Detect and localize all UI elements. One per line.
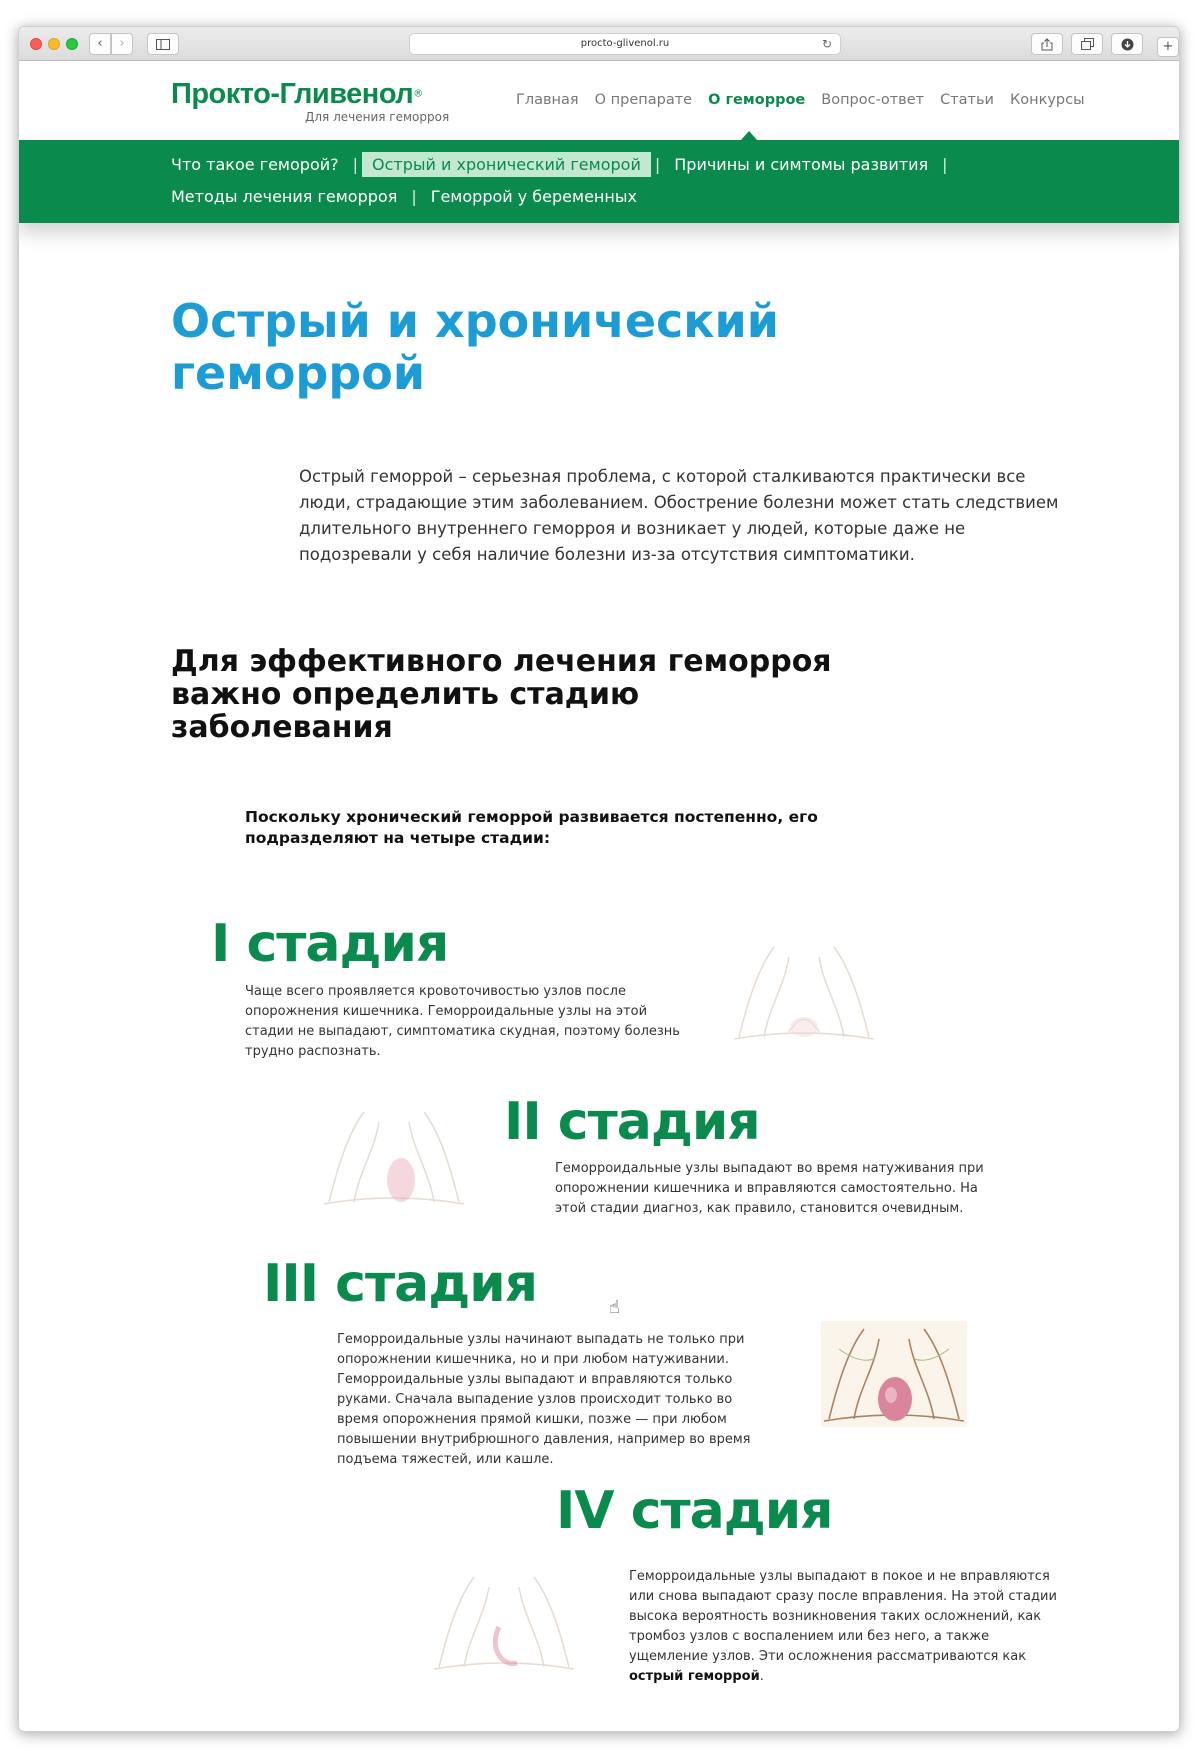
subnav-separator: | [654, 155, 661, 174]
browser-toolbar [19, 27, 1179, 61]
subnav-item-acute-chronic[interactable]: Острый и хронический геморой [362, 152, 651, 177]
downloads-button[interactable] [1111, 33, 1143, 55]
new-tab-button[interactable] [1157, 37, 1179, 57]
topnav-item-about-hemorrhoids[interactable]: О геморрое [708, 92, 806, 108]
sub-navigation [19, 140, 1179, 223]
subnav-separator: | [942, 155, 948, 174]
minimize-window-button[interactable] [48, 38, 60, 50]
stage-4-text-main: Геморроидальные узлы выпадают в покое и не вправляются или снова выпадают сразу после вправления. На этой стадии высока вероятность возникновения таких осложнений, как тромбоз узлов с воспалением или без него, а также ущемление узлов. Эти осложнения рассматриваются как [629, 1569, 1057, 1664]
logo-registered-mark: ® [413, 88, 424, 100]
chevron-right-icon: › [119, 36, 125, 51]
subnav-row [171, 152, 952, 177]
subnav-separator: | [411, 187, 417, 206]
stage-3-title: III стадия [263, 1254, 538, 1314]
topnav-item-product[interactable]: О препарате [594, 92, 693, 108]
stage-3-illustration [819, 1319, 969, 1429]
stage-4-text [629, 1567, 1069, 1687]
logo-tagline: Для лечения геморроя [305, 110, 450, 124]
stage-2-text: Геморроидальные узлы выпадают во время натуживания при опорожнении кишечника и вправляются самостоятельно. На этой стадии диагноз, как правило, становится очевидным. [555, 1161, 984, 1216]
site-logo[interactable] [171, 78, 450, 124]
section-heading: Для эффективного лечения геморроя важно определить стадию заболевания [171, 644, 832, 745]
stage-4-title: IV стадия [556, 1481, 833, 1541]
subnav-item-pregnancy[interactable]: Геморрой у беременных [430, 187, 637, 206]
subnav-item-causes[interactable]: Причины и симтомы развития [674, 155, 929, 174]
tabs-overview-button[interactable] [1071, 33, 1103, 55]
acute-hemorrhoid-highlight: острый геморрой [629, 1669, 760, 1684]
logo-name: Прокто-Гливенол [171, 78, 414, 110]
stage-4-illustration [429, 1567, 579, 1677]
stage-3-text: Геморроидальные узлы начинают выпадать не только при опорожнении кишечника, но и при любом натуживании. Геморроидальные узлы выпадают и вправляются только руками. Сначала выпадение узлов происходит только во время опорожнения прямой кишки, позже — при любом повышении внутрибрюшного давления, например во время подъема тяжестей, или кашле. [337, 1332, 751, 1467]
subnav-item-what-is[interactable]: Что такое геморой? [171, 155, 339, 174]
zoom-window-button[interactable] [66, 38, 78, 50]
reload-icon[interactable]: ↻ [821, 37, 832, 51]
topnav-item-home[interactable]: Главная [516, 92, 579, 108]
close-window-button[interactable] [30, 38, 42, 50]
top-navigation [516, 92, 1085, 108]
subnav-separator: | [352, 155, 359, 174]
topnav-item-contests[interactable]: Конкурсы [1009, 92, 1085, 108]
url-text: procto-glivenol.ru [580, 38, 670, 49]
intro-paragraph: Острый геморрой – серьезная проблема, с которой сталкиваются практически все люди, страдающие этим заболеванием. Обострение болезни может стать следствием длительного внутреннего геморроя и возникает у людей, которые даже не подозревали у себя наличие болезни из-за отсутствия симптоматики. [299, 467, 1059, 564]
page-title: Острый и хронический геморрой [171, 294, 779, 400]
stage-1-text: Чаще всего проявляется кровоточивостью узлов после опорожнения кишечника. Геморроидальные узлы на этой стадии не выпадают, симптоматика скудная, поэтому болезнь трудно распознать. [245, 984, 680, 1059]
share-icon [1041, 38, 1053, 51]
browser-window [18, 26, 1180, 1732]
subnav-row [171, 184, 647, 209]
site-header [19, 62, 1179, 140]
hand-cursor-icon: ☝ [609, 1297, 620, 1318]
back-button[interactable] [89, 33, 111, 55]
stage-1-title: I стадия [211, 914, 449, 974]
subnav-item-treatment[interactable]: Методы лечения геморроя [171, 187, 398, 206]
chevron-left-icon: ‹ [97, 36, 103, 51]
download-icon [1121, 38, 1134, 51]
tabs-icon [1081, 38, 1094, 50]
topnav-item-faq[interactable]: Вопрос-ответ [821, 92, 925, 108]
share-button[interactable] [1031, 33, 1063, 55]
plus-icon: + [1162, 39, 1174, 54]
stages-lead-text: Поскольку хронический геморрой развивается постепенно, его подразделяют на четыре стадии: [245, 808, 818, 847]
stage-2-title: II стадия [504, 1092, 760, 1152]
stage-2-illustration [319, 1102, 469, 1212]
sidebar-toggle-button[interactable] [147, 33, 179, 55]
stage-1-illustration [729, 937, 879, 1047]
forward-button[interactable] [111, 33, 133, 55]
sidebar-icon [156, 39, 170, 50]
stage-4-text-end: . [759, 1669, 764, 1684]
topnav-item-articles[interactable]: Статьи [940, 92, 994, 108]
address-bar[interactable] [409, 33, 841, 55]
active-nav-indicator [741, 131, 757, 140]
